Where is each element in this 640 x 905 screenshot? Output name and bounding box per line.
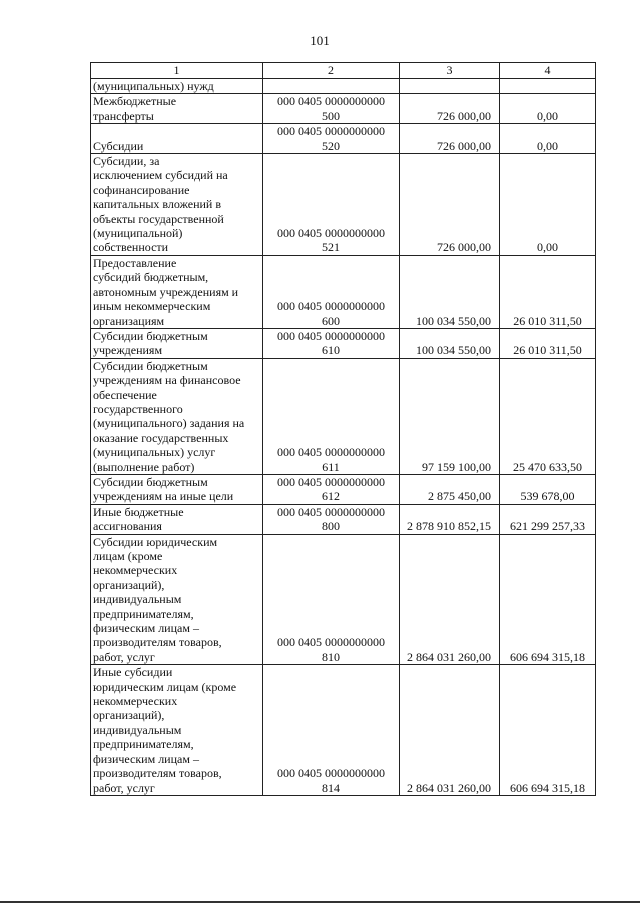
row-amount-col3-cell: 726 000,00 — [400, 94, 500, 124]
row-name-cell: Субсидии юридическим лицам (кроме некоммерческих организаций), индивидуальным предпринимателям, физическим лицам – производителям товаров, работ, услуг — [91, 534, 263, 665]
row-amount-col3-cell: 726 000,00 — [400, 154, 500, 256]
row-amount-col3-cell: 100 034 550,00 — [400, 255, 500, 328]
row-amount-col4-cell: 606 694 315,18 — [500, 665, 596, 796]
row-amount-col3-cell: 100 034 550,00 — [400, 328, 500, 358]
row-amount-col4-cell: 539 678,00 — [500, 474, 596, 504]
row-amount-col4-cell: 621 299 257,33 — [500, 504, 596, 534]
row-code-cell: 000 0405 0000000000 800 — [263, 504, 400, 534]
row-code-cell: 000 0405 0000000000 520 — [263, 124, 400, 154]
row-amount-col3-cell: 2 875 450,00 — [400, 474, 500, 504]
row-code-cell: 000 0405 0000000000 500 — [263, 94, 400, 124]
row-amount-col4-cell: 25 470 633,50 — [500, 358, 596, 474]
budget-table — [90, 62, 596, 796]
row-amount-col3-cell: 726 000,00 — [400, 124, 500, 154]
table-header-row — [91, 63, 596, 79]
column-header-3: 3 — [400, 63, 500, 79]
column-header-4: 4 — [500, 63, 596, 79]
table-row — [91, 154, 596, 256]
row-amount-col3-cell: 2 864 031 260,00 — [400, 665, 500, 796]
row-name-cell: Субсидии бюджетным учреждениям на иные цели — [91, 474, 263, 504]
table-row — [91, 358, 596, 474]
row-amount-col4-cell: 606 694 315,18 — [500, 534, 596, 665]
table-row — [91, 328, 596, 358]
row-code-cell: 000 0405 0000000000 612 — [263, 474, 400, 504]
row-amount-col4-cell: 26 010 311,50 — [500, 255, 596, 328]
row-amount-col3-cell: 97 159 100,00 — [400, 358, 500, 474]
row-code-cell: 000 0405 0000000000 600 — [263, 255, 400, 328]
row-name-cell: (муниципальных) нужд — [91, 79, 263, 94]
bottom-rule — [0, 901, 640, 903]
row-code-cell: 000 0405 0000000000 814 — [263, 665, 400, 796]
row-amount-col3-cell: 2 864 031 260,00 — [400, 534, 500, 665]
table-row — [91, 255, 596, 328]
column-header-1: 1 — [91, 63, 263, 79]
row-code-cell — [263, 79, 400, 94]
row-amount-col4-cell: 0,00 — [500, 154, 596, 256]
row-name-cell: Предоставление субсидий бюджетным, автономным учреждениям и иным некоммерческим организациям — [91, 255, 263, 328]
row-amount-col3-cell: 2 878 910 852,15 — [400, 504, 500, 534]
row-name-cell: Субсидии бюджетным учреждениям на финансовое обеспечение государственного (муниципального) задания на оказание государственных (муниципальных) услуг (выполнение работ) — [91, 358, 263, 474]
row-amount-col4-cell: 0,00 — [500, 94, 596, 124]
table-row — [91, 94, 596, 124]
table-row — [91, 124, 596, 154]
row-name-cell: Субсидии, за исключением субсидий на софинансирование капитальных вложений в объекты государственной (муниципальной) собственности — [91, 154, 263, 256]
row-amount-col3-cell — [400, 79, 500, 94]
table-row — [91, 474, 596, 504]
table-row — [91, 504, 596, 534]
table-row — [91, 534, 596, 665]
table-row — [91, 79, 596, 94]
row-amount-col4-cell: 0,00 — [500, 124, 596, 154]
row-name-cell: Межбюджетные трансферты — [91, 94, 263, 124]
row-amount-col4-cell: 26 010 311,50 — [500, 328, 596, 358]
row-code-cell: 000 0405 0000000000 810 — [263, 534, 400, 665]
row-name-cell: Субсидии бюджетным учреждениям — [91, 328, 263, 358]
column-header-2: 2 — [263, 63, 400, 79]
row-name-cell: Иные субсидии юридическим лицам (кроме некоммерческих организаций), индивидуальным предпринимателям, физическим лицам – производителям товаров, работ, услуг — [91, 665, 263, 796]
row-amount-col4-cell — [500, 79, 596, 94]
row-name-cell: Иные бюджетные ассигнования — [91, 504, 263, 534]
page-number: 101 — [310, 33, 330, 48]
row-name-cell: Субсидии — [91, 124, 263, 154]
table-row — [91, 665, 596, 796]
row-code-cell: 000 0405 0000000000 610 — [263, 328, 400, 358]
row-code-cell: 000 0405 0000000000 521 — [263, 154, 400, 256]
row-code-cell: 000 0405 0000000000 611 — [263, 358, 400, 474]
